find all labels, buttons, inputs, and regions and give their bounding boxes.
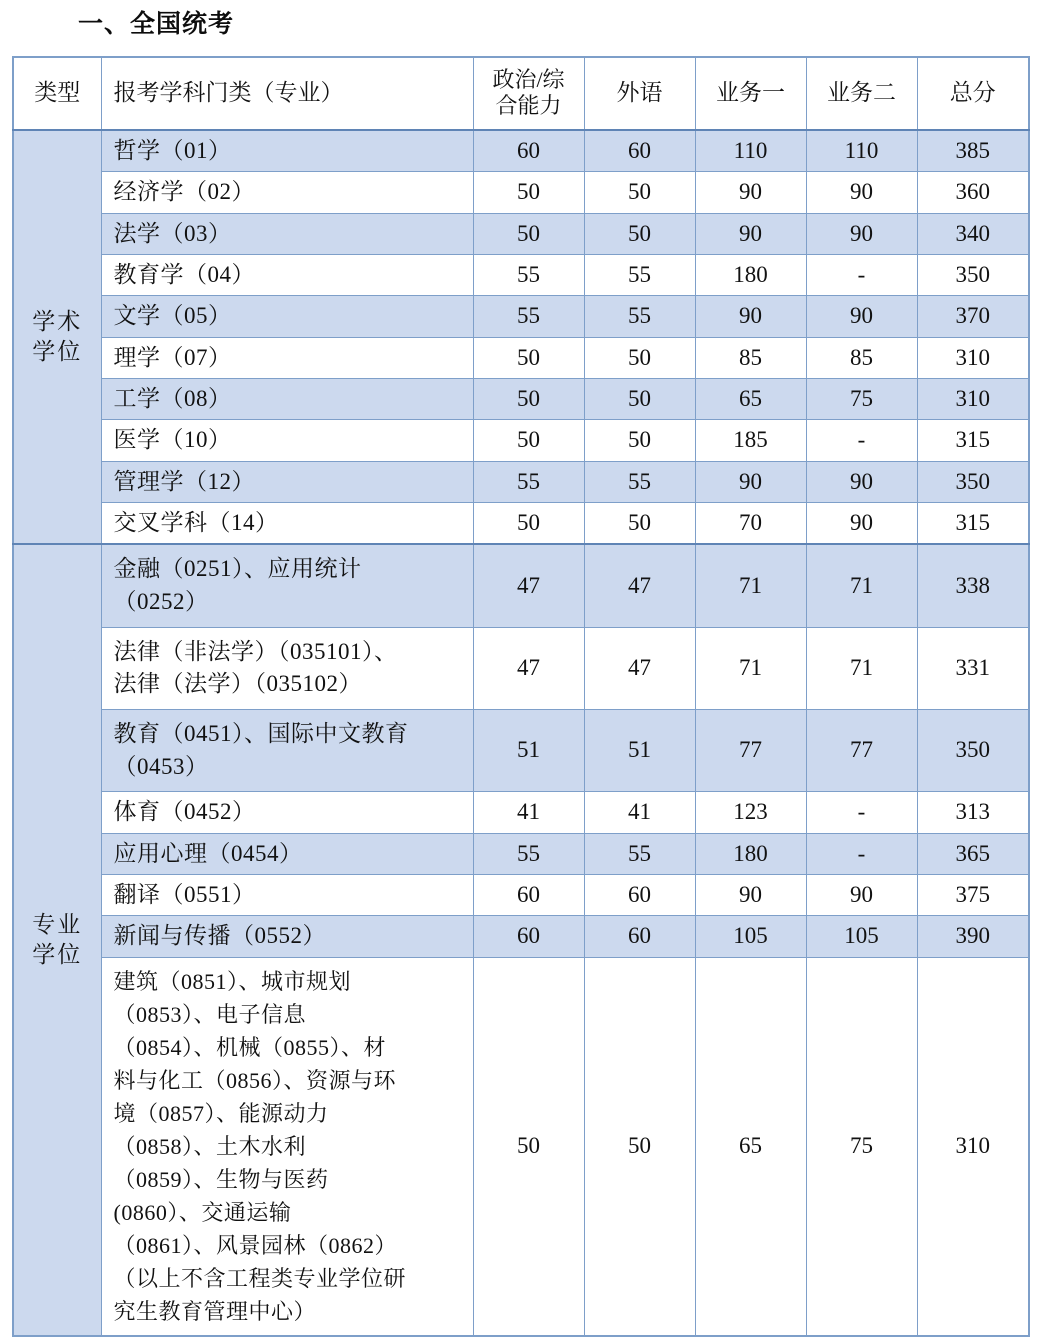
cell-politics: 50 [473, 957, 584, 1336]
column-header-total: 总分 [917, 57, 1029, 130]
cell-business-two: 75 [806, 957, 917, 1336]
cell-business-one: 85 [695, 337, 806, 378]
cell-subject: 管理学（12） [101, 461, 473, 502]
table-header [13, 57, 1029, 130]
cell-total: 390 [917, 916, 1029, 957]
cell-business-one: 105 [695, 916, 806, 957]
cell-politics: 50 [473, 420, 584, 461]
cell-politics: 60 [473, 916, 584, 957]
table-row [13, 503, 1029, 545]
cell-business-one: 123 [695, 792, 806, 833]
cell-business-two: - [806, 833, 917, 874]
cell-business-two: - [806, 254, 917, 295]
column-header-business-two: 业务二 [806, 57, 917, 130]
table-row [13, 957, 1029, 1336]
subject-line: 法律（法学）（035102） [113, 671, 362, 697]
cell-business-one: 77 [695, 710, 806, 792]
cell-business-two: 90 [806, 461, 917, 502]
column-header-politics [473, 57, 584, 130]
cell-total: 350 [917, 254, 1029, 295]
cell-foreign: 60 [584, 130, 695, 172]
cell-total: 310 [917, 337, 1029, 378]
table-row [13, 254, 1029, 295]
subject-line: （0858）、土木水利 [113, 1133, 307, 1159]
cell-foreign: 60 [584, 875, 695, 916]
row-group-label-professional [13, 544, 101, 1335]
table-row [13, 420, 1029, 461]
row-group-label-line2: 学位 [32, 942, 83, 968]
column-header-politics-line2: 合能力 [495, 93, 562, 119]
cell-business-two: 90 [806, 296, 917, 337]
cell-business-one: 71 [695, 627, 806, 709]
cell-subject: 教育学（04） [101, 254, 473, 295]
page-title: 一、全国统考 [78, 11, 235, 38]
cell-subject: 体育（0452） [101, 792, 473, 833]
cell-total: 350 [917, 461, 1029, 502]
subject-line: 法律（非法学）（035101）、 [113, 638, 398, 664]
cell-politics: 50 [473, 172, 584, 213]
cell-business-one: 185 [695, 420, 806, 461]
table-row [13, 172, 1029, 213]
cell-foreign: 41 [584, 792, 695, 833]
cell-business-one: 110 [695, 130, 806, 172]
table-row [13, 627, 1029, 709]
cell-subject: 法学（03） [101, 213, 473, 254]
table-row [13, 710, 1029, 792]
cell-total: 310 [917, 957, 1029, 1336]
cell-subject: 工学（08） [101, 378, 473, 419]
cell-business-one: 90 [695, 875, 806, 916]
table-row [13, 461, 1029, 502]
subject-line: （0252） [113, 589, 209, 615]
cell-foreign: 50 [584, 420, 695, 461]
cell-total: 385 [917, 130, 1029, 172]
cell-business-one: 180 [695, 833, 806, 874]
cell-foreign: 50 [584, 213, 695, 254]
cell-total: 310 [917, 378, 1029, 419]
cell-total: 313 [917, 792, 1029, 833]
cell-subject [101, 957, 473, 1336]
column-header-business-one: 业务一 [695, 57, 806, 130]
row-group-label-academic [13, 130, 101, 545]
cell-politics: 47 [473, 544, 584, 627]
national-exam-score-table [12, 56, 1030, 1337]
table-row [13, 544, 1029, 627]
cell-subject [101, 627, 473, 709]
cell-foreign: 50 [584, 172, 695, 213]
subject-line: 建筑（0851）、城市规划 [113, 968, 352, 994]
table-row [13, 130, 1029, 172]
cell-business-one: 70 [695, 503, 806, 545]
column-header-foreign: 外语 [584, 57, 695, 130]
table-row [13, 833, 1029, 874]
subject-line: （0453） [113, 753, 209, 779]
table-row [13, 916, 1029, 957]
cell-total: 350 [917, 710, 1029, 792]
cell-business-one: 65 [695, 378, 806, 419]
cell-total: 370 [917, 296, 1029, 337]
cell-politics: 60 [473, 875, 584, 916]
table-row [13, 875, 1029, 916]
column-header-subject: 报考学科门类（专业） [101, 57, 473, 130]
cell-business-two: 90 [806, 213, 917, 254]
table-row [13, 213, 1029, 254]
cell-politics: 50 [473, 213, 584, 254]
cell-subject: 文学（05） [101, 296, 473, 337]
cell-business-two: 105 [806, 916, 917, 957]
row-group-label-line1: 学术 [32, 308, 83, 334]
cell-foreign: 47 [584, 627, 695, 709]
cell-business-one: 71 [695, 544, 806, 627]
cell-business-two: 90 [806, 875, 917, 916]
cell-foreign: 50 [584, 957, 695, 1336]
cell-subject: 交叉学科（14） [101, 503, 473, 545]
cell-politics: 50 [473, 503, 584, 545]
table-row [13, 792, 1029, 833]
row-group-label-line2: 学位 [32, 339, 83, 365]
cell-total: 375 [917, 875, 1029, 916]
cell-politics: 55 [473, 254, 584, 295]
cell-business-one: 90 [695, 296, 806, 337]
subject-line: （0854）、机械（0855）、材 [113, 1034, 387, 1060]
cell-foreign: 55 [584, 461, 695, 502]
row-group-label-line1: 专业 [32, 911, 83, 937]
cell-foreign: 50 [584, 378, 695, 419]
table-row [13, 337, 1029, 378]
cell-subject: 哲学（01） [101, 130, 473, 172]
cell-subject: 经济学（02） [101, 172, 473, 213]
subject-line: 教育（0451）、国际中文教育 [113, 721, 409, 746]
cell-total: 331 [917, 627, 1029, 709]
cell-politics: 55 [473, 296, 584, 337]
cell-business-one: 90 [695, 172, 806, 213]
cell-business-one: 90 [695, 461, 806, 502]
cell-foreign: 55 [584, 296, 695, 337]
cell-subject: 理学（07） [101, 337, 473, 378]
cell-politics: 55 [473, 461, 584, 502]
subject-line: (0860）、交通运输 [113, 1199, 292, 1225]
cell-total: 338 [917, 544, 1029, 627]
subject-line: 境（0857）、能源动力 [113, 1100, 329, 1126]
cell-politics: 55 [473, 833, 584, 874]
cell-business-two: 75 [806, 378, 917, 419]
cell-total: 315 [917, 420, 1029, 461]
cell-total: 340 [917, 213, 1029, 254]
column-header-politics-line1: 政治/综 [492, 67, 565, 92]
cell-business-two: 85 [806, 337, 917, 378]
cell-business-one: 65 [695, 957, 806, 1336]
cell-business-two: 71 [806, 544, 917, 627]
cell-foreign: 55 [584, 254, 695, 295]
column-header-type: 类型 [13, 57, 101, 130]
cell-foreign: 50 [584, 337, 695, 378]
cell-total: 360 [917, 172, 1029, 213]
cell-business-two: 71 [806, 627, 917, 709]
subject-line: （0853）、电子信息 [113, 1001, 307, 1027]
cell-business-two: 90 [806, 172, 917, 213]
cell-politics: 41 [473, 792, 584, 833]
cell-foreign: 51 [584, 710, 695, 792]
cell-total: 315 [917, 503, 1029, 545]
cell-business-two: - [806, 792, 917, 833]
cell-business-two: - [806, 420, 917, 461]
cell-business-two: 110 [806, 130, 917, 172]
table-body [13, 130, 1029, 1336]
cell-politics: 60 [473, 130, 584, 172]
cell-total: 365 [917, 833, 1029, 874]
cell-foreign: 50 [584, 503, 695, 545]
cell-politics: 50 [473, 337, 584, 378]
cell-business-one: 180 [695, 254, 806, 295]
cell-business-one: 90 [695, 213, 806, 254]
cell-subject [101, 544, 473, 627]
subject-line: （以上不含工程类专业学位研 [113, 1265, 407, 1291]
subject-line: 究生教育管理中心） [113, 1298, 317, 1324]
header-row [13, 57, 1029, 130]
cell-subject: 翻译（0551） [101, 875, 473, 916]
cell-subject: 应用心理（0454） [101, 833, 473, 874]
cell-foreign: 55 [584, 833, 695, 874]
subject-line: 料与化工（0856）、资源与环 [113, 1067, 397, 1093]
cell-politics: 51 [473, 710, 584, 792]
cell-politics: 47 [473, 627, 584, 709]
cell-subject [101, 710, 473, 792]
table-row [13, 378, 1029, 419]
cell-subject: 医学（10） [101, 420, 473, 461]
subject-line: 金融（0251）、应用统计 [113, 556, 362, 582]
table-row [13, 296, 1029, 337]
cell-foreign: 47 [584, 544, 695, 627]
cell-business-two: 77 [806, 710, 917, 792]
subject-line: （0859）、生物与医药 [113, 1166, 329, 1192]
subject-line: （0861）、风景园林（0862） [113, 1232, 398, 1258]
score-table-container [0, 42, 1039, 1337]
cell-subject: 新闻与传播（0552） [101, 916, 473, 957]
cell-politics: 50 [473, 378, 584, 419]
cell-business-two: 90 [806, 503, 917, 545]
cell-foreign: 60 [584, 916, 695, 957]
